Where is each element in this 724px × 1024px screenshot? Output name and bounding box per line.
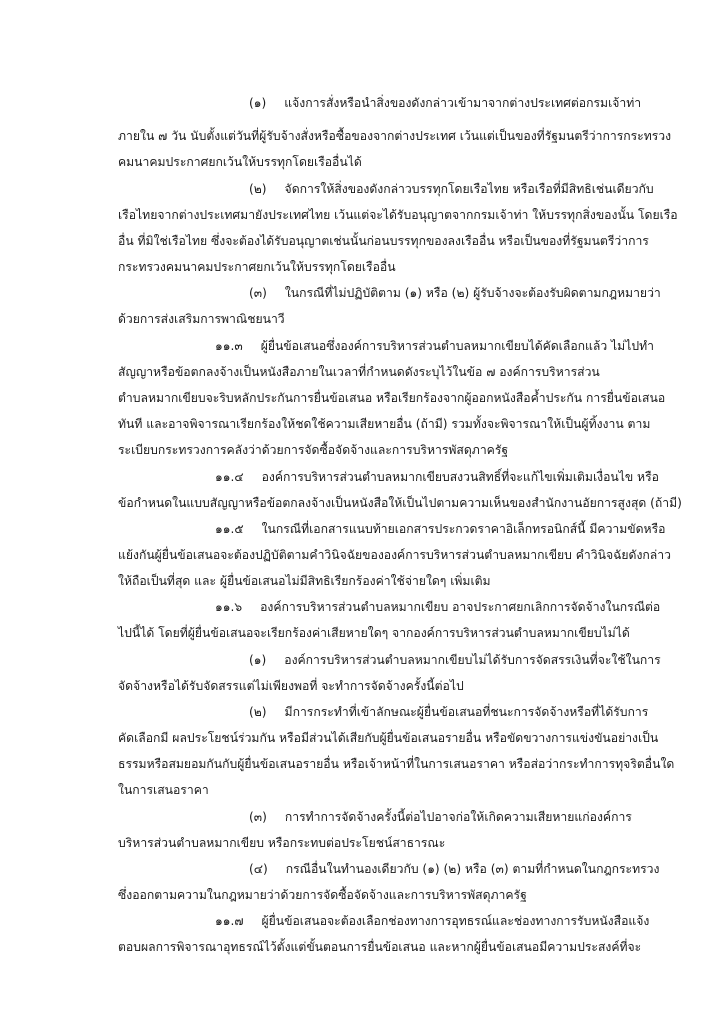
item-number: (๓) bbox=[249, 286, 267, 300]
line-text: ผู้ยื่นข้อเสนอจะต้องเลือกช่องทางการอุทธรณ์และช่องทางการรับหนังสือแจ้ง bbox=[261, 914, 650, 928]
line-text: การทำการจัดจ้างครั้งนี้ต่อไปอาจก่อให้เกิดความเสียหายแก่องค์การ bbox=[284, 810, 632, 824]
line-text: ในกรณีที่เอกสารแนบท้ายเอกสารประกวดราคาอิเล็กทรอนิกส์นี้ มีความขัดหรือ bbox=[261, 522, 666, 536]
line-text: บริหารส่วนตำบลหมากเขียบ หรือกระทบต่อประโยชน์สาธารณะ bbox=[118, 836, 446, 850]
section-number: ๑๑.๕ bbox=[215, 522, 244, 536]
text-line bbox=[118, 729, 658, 747]
line-text: ผู้ยื่นข้อเสนอซึ่งองค์การบริหารส่วนตำบลหมากเขียบได้คัดเลือกแล้ว ไม่ไปทำ bbox=[260, 339, 654, 353]
text-line bbox=[118, 415, 650, 433]
line-text: คัดเลือกมี ผลประโยชน์ร่วมกัน หรือมีส่วนได้เสียกับผู้ยื่นข้อเสนอรายอื่น หรือขัดขวางการแข่งขันอย่างเป็น bbox=[118, 731, 659, 745]
line-text: สัญญาหรือข้อตกลงจ้างเป็นหนังสือภายในเวลาที่กำหนดดังระบุไว้ในข้อ ๗ องค์การบริหารส่วน bbox=[118, 365, 600, 379]
item-line bbox=[249, 860, 659, 878]
section-line bbox=[215, 337, 654, 355]
section-number: ๑๑.๓ bbox=[215, 339, 243, 353]
line-text: ภายใน ๗ วัน นับตั้งแต่วันที่ผู้รับจ้างสั่งหรือซื้อของจากต่างประเทศ เว้นแต่เป็นของที่รัฐมนตรีว่าการกระทรวง bbox=[118, 129, 672, 143]
line-text: ตอบผลการพิจารณาอุทธรณ์ไว้ตั้งแต่ขั้นตอนการยื่นข้อเสนอ และหากผู้ยื่นข้อเสนอมีความประสงค์ที่จะ bbox=[118, 940, 642, 954]
text-line bbox=[118, 572, 491, 590]
line-text: ข้อกำหนดในแบบสัญญาหรือข้อตกลงจ้างเป็นหนังสือให้เป็นไปตามความเห็นของสำนักงานอัยการสูงสุด (ถ้ามี) bbox=[118, 496, 682, 510]
line-text: จัดจ้างหรือได้รับจัดสรรแต่ไม่เพียงพอที่ จะทำการจัดจ้างครั้งนี้ต่อไป bbox=[118, 679, 464, 693]
line-text: เรือไทยจากต่างประเทศมายังประเทศไทย เว้นแต่จะได้รับอนุญาตจากกรมเจ้าท่า ให้บรรทุกสิ่งของนั้น โดยเรือ bbox=[118, 208, 678, 222]
item-line bbox=[249, 284, 661, 302]
item-line bbox=[249, 180, 654, 198]
item-line bbox=[249, 808, 632, 826]
text-line bbox=[118, 494, 682, 512]
line-text: องค์การบริหารส่วนตำบลหมากเขียบไม่ได้รับการจัดสรรเงินที่จะใช้ในการ bbox=[284, 653, 661, 667]
line-text: ในการเสนอราคา bbox=[118, 783, 209, 797]
text-line bbox=[118, 755, 674, 773]
item-line bbox=[249, 703, 648, 721]
item-number: (๔) bbox=[249, 862, 268, 876]
line-text: ทันที และอาจพิจารณาเรียกร้องให้ชดใช้ความเสียหายอื่น (ถ้ามี) รวมทั้งจะพิจารณาให้เป็นผู้ทิ้งงาน ตาม bbox=[118, 417, 651, 431]
item-line bbox=[249, 651, 661, 669]
line-text: ด้วยการส่งเสริมการพาณิชยนาวี bbox=[118, 312, 285, 326]
text-line bbox=[118, 441, 508, 459]
text-line bbox=[118, 363, 600, 381]
item-number: (๑) bbox=[249, 653, 267, 667]
item-line bbox=[249, 94, 641, 112]
text-line bbox=[118, 624, 630, 642]
item-number: (๑) bbox=[249, 96, 267, 110]
section-line bbox=[215, 598, 660, 616]
item-number: (๓) bbox=[249, 810, 267, 824]
line-text: มีการกระทำที่เข้าลักษณะผู้ยื่นข้อเสนอที่ชนะการจัดจ้างหรือที่ได้รับการ bbox=[284, 705, 649, 719]
text-line bbox=[118, 232, 649, 250]
line-text: ในกรณีที่ไม่ปฏิบัติตาม (๑) หรือ (๒) ผู้รับจ้างจะต้องรับผิดตามกฎหมายว่า bbox=[284, 286, 661, 300]
line-text: ธรรมหรือสมยอมกันกับผู้ยื่นข้อเสนอรายอื่น หรือเจ้าหน้าที่ในการเสนอราคา หรือส่อว่ากระทำการทุจริตอื่นใด bbox=[118, 757, 675, 771]
line-text: ระเบียบกระทรวงการคลังว่าด้วยการจัดซื้อจัดจ้างและการบริหารพัสดุภาครัฐ bbox=[118, 443, 509, 457]
section-line bbox=[215, 912, 649, 930]
section-number: ๑๑.๔ bbox=[215, 470, 244, 484]
line-text: กรณีอื่นในทำนองเดียวกับ (๑) (๒) หรือ (๓) ตามที่กำหนดในกฎกระทรวง bbox=[285, 862, 660, 876]
line-text: อื่น ที่มิใช่เรือไทย ซึ่งจะต้องได้รับอนุญาตเช่นนั้นก่อนบรรทุกของลงเรืออื่น หรือเป็นของที่รัฐมนตรีว่าการ bbox=[118, 234, 649, 248]
item-number: (๒) bbox=[249, 182, 267, 196]
line-text: แย้งกันผู้ยื่นข้อเสนอจะต้องปฏิบัติตามคำวินิจฉัยขององค์การบริหารส่วนตำบลหมากเขียบ คำวินิจฉัยดังกล่าว bbox=[118, 548, 671, 562]
line-text: ตำบลหมากเขียบจะริบหลักประกันการยื่นข้อเสนอ หรือเรียกร้องจากผู้ออกหนังสือค้ำประกัน การยื่นข้อเสนอ bbox=[118, 391, 666, 405]
item-number: (๒) bbox=[249, 705, 267, 719]
line-text: ซึ่งออกตามความในกฎหมายว่าด้วยการจัดซื้อจัดจ้างและการบริหารพัสดุภาครัฐ bbox=[118, 888, 527, 902]
section-line bbox=[215, 520, 665, 538]
text-line bbox=[118, 677, 464, 695]
text-line bbox=[118, 781, 209, 799]
line-text: จัดการให้สิ่งของดังกล่าวบรรทุกโดยเรือไทย หรือเรือที่มีสิทธิเช่นเดียวกับ bbox=[284, 182, 654, 196]
text-line bbox=[118, 153, 362, 171]
text-line bbox=[118, 886, 527, 904]
line-text: ให้ถือเป็นที่สุด และ ผู้ยื่นข้อเสนอไม่มีสิทธิเรียกร้องค่าใช้จ่ายใดๆ เพิ่มเติม bbox=[118, 574, 491, 588]
text-line bbox=[118, 389, 665, 407]
line-text: ไปนี้ได้ โดยที่ผู้ยื่นข้อเสนอจะเรียกร้องค่าเสียหายใดๆ จากองค์การบริหารส่วนตำบลหมากเขียบไม่ได้ bbox=[118, 626, 630, 640]
line-text: องค์การบริหารส่วนตำบลหมากเขียบสงวนสิทธิ์ที่จะแก้ไขเพิ่มเติมเงื่อนไข หรือ bbox=[261, 470, 659, 484]
text-line bbox=[118, 127, 671, 145]
section-number: ๑๑.๗ bbox=[215, 914, 244, 928]
text-line bbox=[118, 834, 445, 852]
line-text: คมนาคมประกาศยกเว้นให้บรรทุกโดยเรืออื่นได้ bbox=[118, 155, 362, 169]
text-line bbox=[118, 546, 671, 564]
text-line bbox=[118, 258, 396, 276]
section-line bbox=[215, 468, 659, 486]
line-text: แจ้งการสั่งหรือนำสิ่งของดังกล่าวเข้ามาจากต่างประเทศต่อกรมเจ้าท่า bbox=[284, 96, 642, 110]
line-text: กระทรวงคมนาคมประกาศยกเว้นให้บรรทุกโดยเรืออื่น bbox=[118, 260, 396, 274]
text-line bbox=[118, 206, 678, 224]
text-line bbox=[118, 938, 641, 956]
text-line bbox=[118, 310, 285, 328]
line-text: องค์การบริหารส่วนตำบลหมากเขียบ อาจประกาศยกเลิกการจัดจ้างในกรณีต่อ bbox=[260, 600, 661, 614]
section-number: ๑๑.๖ bbox=[215, 600, 243, 614]
